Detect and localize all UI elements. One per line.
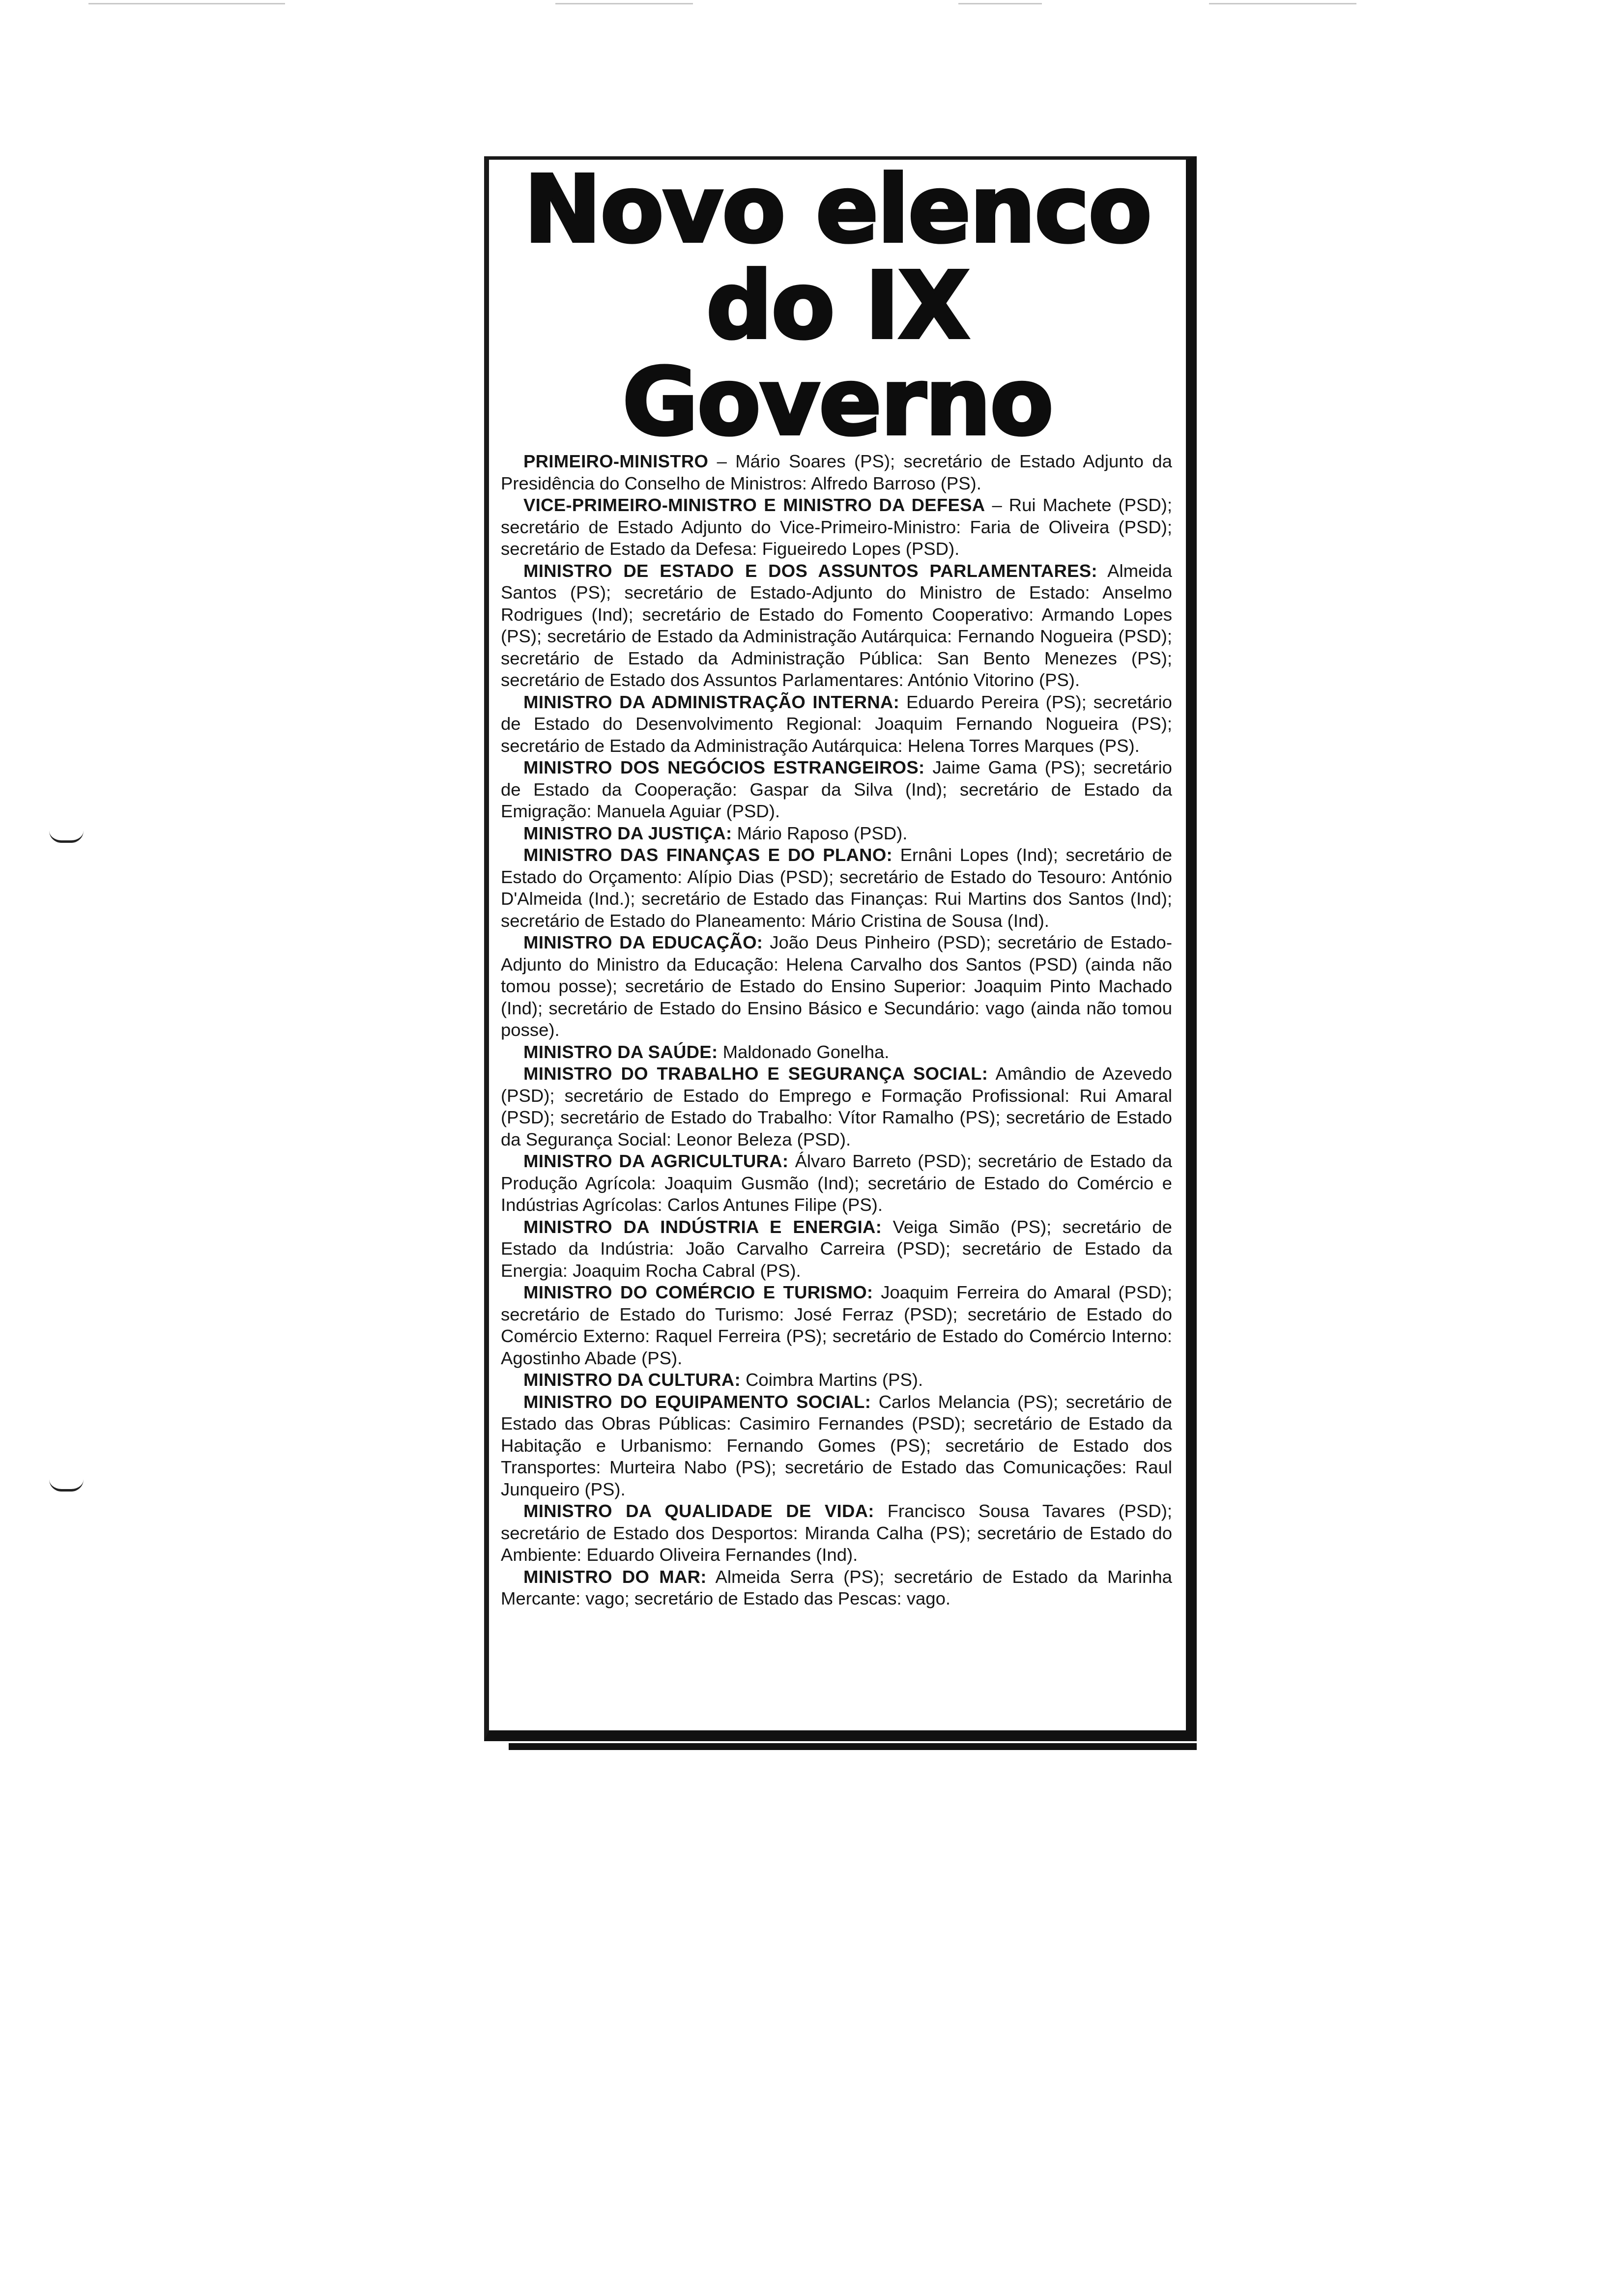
ministry-title: MINISTRO DA AGRICULTURA:: [523, 1151, 789, 1171]
headline-line-2: do IX Governo: [622, 252, 1053, 456]
appointees-text: Almeida Santos (PS); secretário de Estado-Adjunto do Ministro de Estado: Anselmo Rodrigues (Ind); secretário de Estado do Fomento Cooperativo: Armando Lopes (PS); secretário de Estado da Administração Autárquica: Fernando Nogueira (PSD); secretário de Estado da Administração Pública: San Bento Menezes (PS); secretário de Estado dos Assuntos Parlamentares: António Vitorino (PS).: [501, 560, 1172, 690]
appointees-text: Almeida Serra (PS); secretário de Estado da Marinha Mercante: vago; secretário de Estado das Pescas: vago.: [501, 1566, 1172, 1608]
ministry-title: MINISTRO DA QUALIDADE DE VIDA:: [523, 1501, 874, 1521]
ministry-entry: [501, 691, 1172, 757]
headline: [489, 156, 1186, 456]
appointees-text: Ernâni Lopes (Ind); secretário de Estado do Orçamento: Alípio Dias (PSD); secretário de Estado do Tesouro: António D'Almeida (Ind.); secretário de Estado das Finanças: Rui Martins dos Santos (Ind); secretário de Estado do Planeamento: Mário Cristina de Sousa (Ind).: [501, 845, 1172, 931]
separator: –: [985, 495, 1009, 515]
ministry-entry: [501, 757, 1172, 823]
appointees-text: Veiga Simão (PS); secretário de Estado da Indústria: João Carvalho Carreira (PSD); secretário de Estado da Energia: Joaquim Rocha Cabral (PS).: [501, 1216, 1172, 1281]
separator: [718, 1042, 722, 1062]
ministry-title: MINISTRO DA CULTURA:: [523, 1370, 741, 1390]
ministry-entry: [501, 1282, 1172, 1369]
ministry-entry: [501, 1216, 1172, 1282]
separator: [873, 1282, 881, 1302]
ministry-title: MINISTRO DO TRABALHO E SEGURANÇA SOCIAL:: [523, 1063, 988, 1084]
ministry-entry: [501, 844, 1172, 932]
separator: [871, 1392, 878, 1412]
scan-edge-artifact: [958, 3, 1042, 4]
separator: [874, 1501, 888, 1521]
separator: –: [708, 451, 736, 471]
ministry-entry: [501, 1500, 1172, 1566]
ministry-entry: [501, 1391, 1172, 1501]
ministry-title: VICE-PRIMEIRO-MINISTRO E MINISTRO DA DEFESA: [523, 495, 985, 515]
ministry-entry: [501, 1041, 1172, 1063]
ministry-title: MINISTRO DA ADMINISTRAÇÃO INTERNA:: [523, 691, 900, 712]
separator: [788, 1151, 795, 1171]
appointees-text: Mário Soares (PS); secretário de Estado Adjunto da Presidência do Conselho de Ministros: Alfredo Barroso (PS).: [501, 451, 1172, 493]
ministry-title: MINISTRO DO MAR:: [523, 1566, 707, 1587]
cabinet-list: [489, 451, 1186, 1610]
ministry-title: MINISTRO DOS NEGÓCIOS ESTRANGEIROS:: [523, 757, 925, 777]
ministry-entry: [501, 1150, 1172, 1216]
ministry-entry: [501, 1369, 1172, 1391]
scan-edge-artifact: [555, 3, 693, 4]
separator: [1097, 561, 1107, 581]
punch-hole-mark: [49, 1479, 84, 1492]
separator: [899, 692, 906, 712]
ministry-entry: [501, 494, 1172, 560]
appointees-text: Maldonado Gonelha.: [722, 1041, 890, 1062]
appointees-text: Jaime Gama (PS); secretário de Estado da Cooperação: Gaspar da Silva (Ind); secretário de Estado da Emigração: Manuela Aguiar (PSD).: [501, 757, 1172, 821]
ministry-entry: [501, 1063, 1172, 1150]
appointees-text: Francisco Sousa Tavares (PSD); secretário de Estado dos Desportos: Miranda Calha (PS); secretário de Estado do Ambiente: Eduardo Oliveira Fernandes (Ind).: [501, 1501, 1172, 1565]
appointees-text: Joaquim Ferreira do Amaral (PSD); secretário de Estado do Turismo: José Ferraz (PSD); secretário de Estado do Comércio Externo: Raquel Ferreira (PS); secretário de Estado do Comércio Interno: Agostinho Abade (PS).: [501, 1282, 1172, 1368]
separator: [924, 757, 932, 777]
ministry-entry: [501, 560, 1172, 691]
punch-hole-mark: [49, 831, 84, 843]
ministry-title: MINISTRO DE ESTADO E DOS ASSUNTOS PARLAMENTARES:: [523, 560, 1097, 581]
scan-edge-artifact: [88, 3, 285, 4]
separator: [732, 823, 737, 843]
ministry-title: MINISTRO DO COMÉRCIO E TURISMO:: [523, 1282, 873, 1302]
separator: [988, 1063, 995, 1084]
headline-line-1: Novo elenco: [524, 156, 1151, 263]
separator: [707, 1567, 716, 1587]
ministry-title: MINISTRO DA JUSTIÇA:: [523, 823, 732, 843]
appointees-text: Mário Raposo (PSD).: [737, 823, 908, 843]
appointees-text: Álvaro Barreto (PSD); secretário de Estado da Produção Agrícola: Joaquim Gusmão (Ind); secretário de Estado do Comércio e Indústrias Agrícolas: Carlos Antunes Filipe (PS).: [501, 1151, 1172, 1215]
ministry-title: MINISTRO DA EDUCAÇÃO:: [523, 932, 763, 952]
ministry-entry: [501, 451, 1172, 494]
appointees-text: Eduardo Pereira (PS); secretário de Estado do Desenvolvimento Regional: Joaquim Fernando Nogueira (PS); secretário de Estado da Administração Autárquica: Helena Torres Marques (PS).: [501, 691, 1172, 756]
ministry-title: MINISTRO DAS FINANÇAS E DO PLANO:: [523, 845, 892, 865]
appointees-text: Amândio de Azevedo (PSD); secretário de Estado do Emprego e Formação Profissional: Rui Amaral (PSD); secretário de Estado do Trabalho: Vítor Ramalho (PS); secretário de Estado da Segurança Social: Leonor Beleza (PSD).: [501, 1063, 1172, 1149]
separator: [882, 1217, 892, 1237]
separator: [892, 845, 900, 865]
separator: [741, 1370, 746, 1390]
ministry-title: MINISTRO DA INDÚSTRIA E ENERGIA:: [523, 1216, 882, 1237]
ministry-title: MINISTRO DO EQUIPAMENTO SOCIAL:: [523, 1391, 871, 1412]
appointees-text: João Deus Pinheiro (PSD); secretário de Estado-Adjunto do Ministro da Educação: Helena Carvalho dos Santos (PSD) (ainda não tomou posse); secretário de Estado do Ensino Superior: Joaquim Pinto Machado (Ind); secretário de Estado do Ensino Básico e Secundário: vago (ainda não tomou posse).: [501, 932, 1172, 1040]
ministry-title: MINISTRO DA SAÚDE:: [523, 1041, 718, 1062]
scan-edge-artifact: [1209, 3, 1356, 4]
ministry-entry: [501, 932, 1172, 1041]
newspaper-clipping: [484, 156, 1197, 1741]
appointees-text: Coimbra Martins (PS).: [746, 1370, 923, 1390]
separator: [763, 932, 770, 952]
appointees-text: Carlos Melancia (PS); secretário de Estado das Obras Públicas: Casimiro Fernandes (PSD); secretário de Estado da Habitação e Urbanismo: Fernando Gomes (PS); secretário de Estado dos Transportes: Murteira Nabo (PS); secretário de Estado das Comunicações: Raul Junqueiro (PS).: [501, 1391, 1172, 1499]
ministry-title: PRIMEIRO-MINISTRO: [523, 451, 709, 471]
ministry-entry: [501, 1566, 1172, 1610]
ministry-entry: [501, 823, 1172, 845]
appointees-text: Rui Machete (PSD); secretário de Estado Adjunto do Vice-Primeiro-Ministro: Faria de Oliveira (PSD); secretário de Estado da Defesa: Figueiredo Lopes (PSD).: [501, 495, 1172, 559]
